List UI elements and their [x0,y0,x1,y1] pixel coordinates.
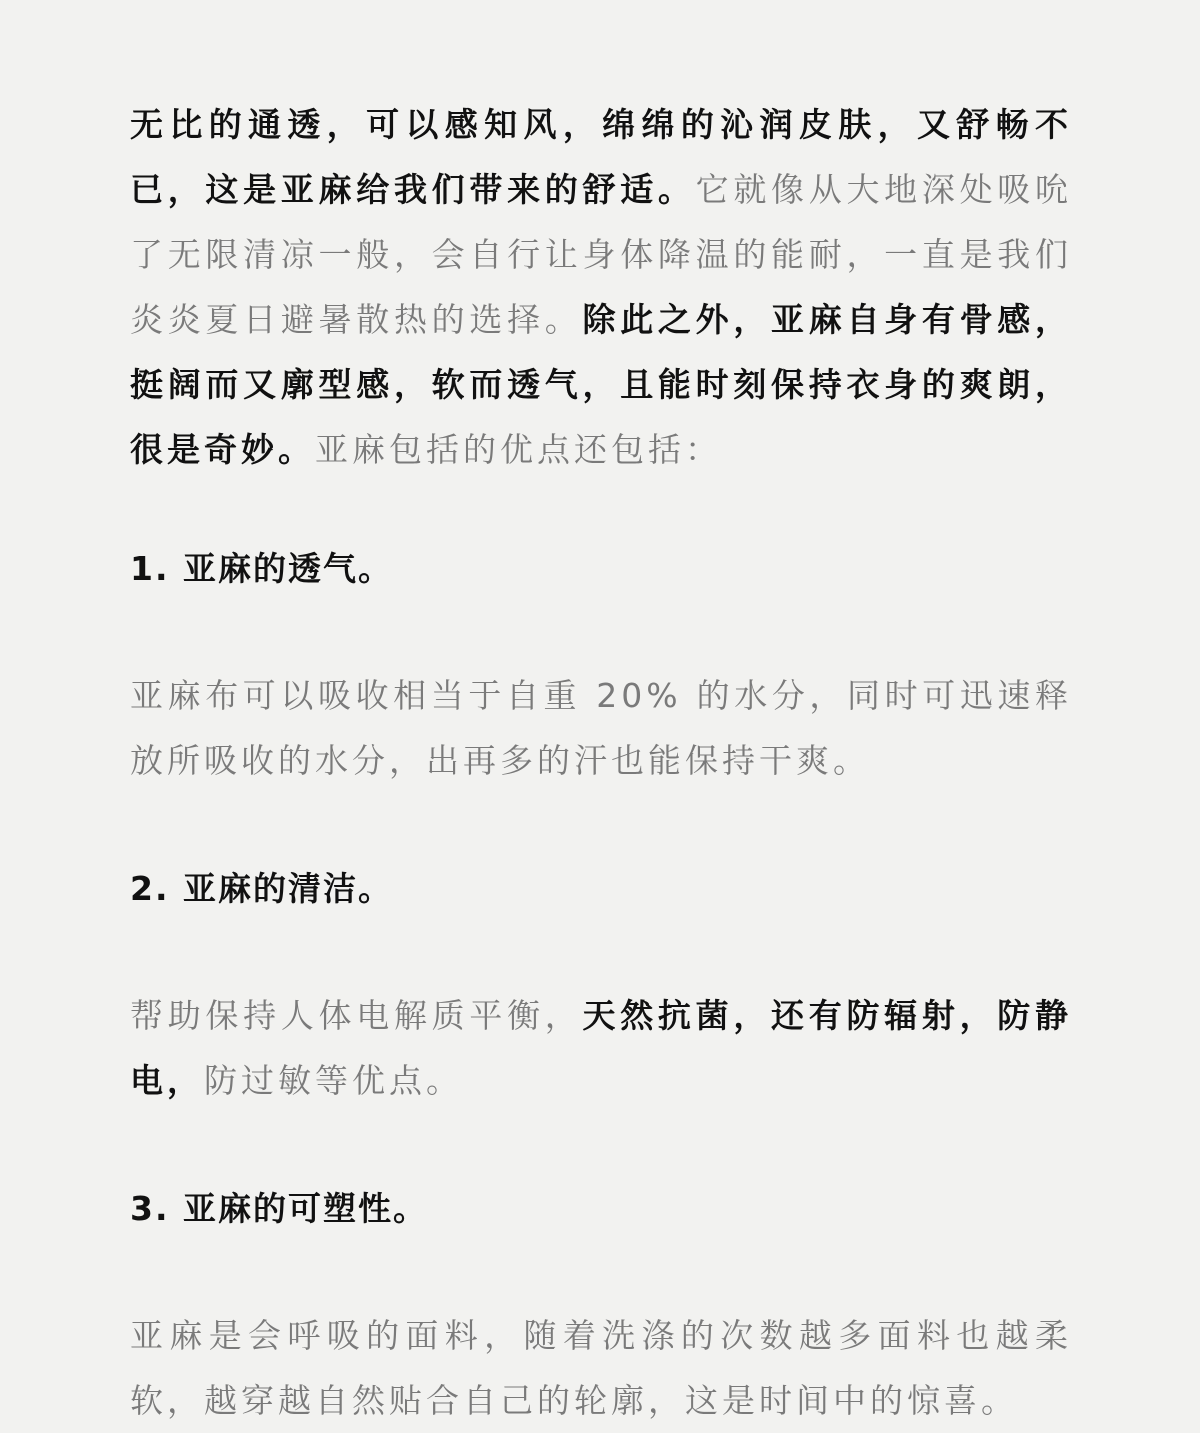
spacer [130,1113,1072,1176]
section-text-breathability [130,663,1072,793]
section-text-plasticity [130,1303,1072,1433]
section-heading-breathability: 1. 亚麻的透气。 [130,549,393,588]
section-gray-text: 亚麻是会呼吸的面料，随着洗涤的次数越多面料也越柔软，越穿越自然贴合自己的轮廓，这是时间中的惊喜。 [130,1316,1072,1420]
intro-gray-text-2: 亚麻包括的优点还包括： [315,430,722,469]
section-heading-cleanliness: 2. 亚麻的清洁。 [130,869,393,908]
intro-gray-text-1: 它就像从大地深处吸吮了无限清凉一般，会自行让身体降温的能耐，一直是我们炎炎夏日避暑散热的选择。 [130,170,1073,339]
section-bold-text: 天然抗菌，还有防辐射，防静电， [130,996,1073,1100]
spacer [130,1241,1072,1303]
section-heading-plasticity: 3. 亚麻的可塑性。 [130,1189,428,1228]
spacer [130,601,1072,663]
article-body [130,92,1072,1433]
section-gray-text: 亚麻布可以吸收相当于自重 20% 的水分，同时可迅速释放所吸收的水分，出再多的汗也能保持干爽。 [130,676,1072,780]
intro-bold-text-2: 除此之外，亚麻自身有骨感，挺阔而又廓型感，软而透气，且能时刻保持衣身的爽朗，很是奇妙。 [130,300,1073,469]
section-gray-text-end: 防过敏等优点。 [204,1061,463,1100]
intro-bold-text-1: 无比的通透，可以感知风，绵绵的沁润皮肤，又舒畅不已，这是亚麻给我们带来的舒适。 [130,105,1072,209]
section-text-cleanliness [130,983,1072,1113]
spacer [130,793,1072,856]
spacer [130,482,1072,536]
intro-paragraph [130,92,1072,482]
section-gray-text: 帮助保持人体电解质平衡， [130,996,583,1035]
spacer [130,921,1072,983]
